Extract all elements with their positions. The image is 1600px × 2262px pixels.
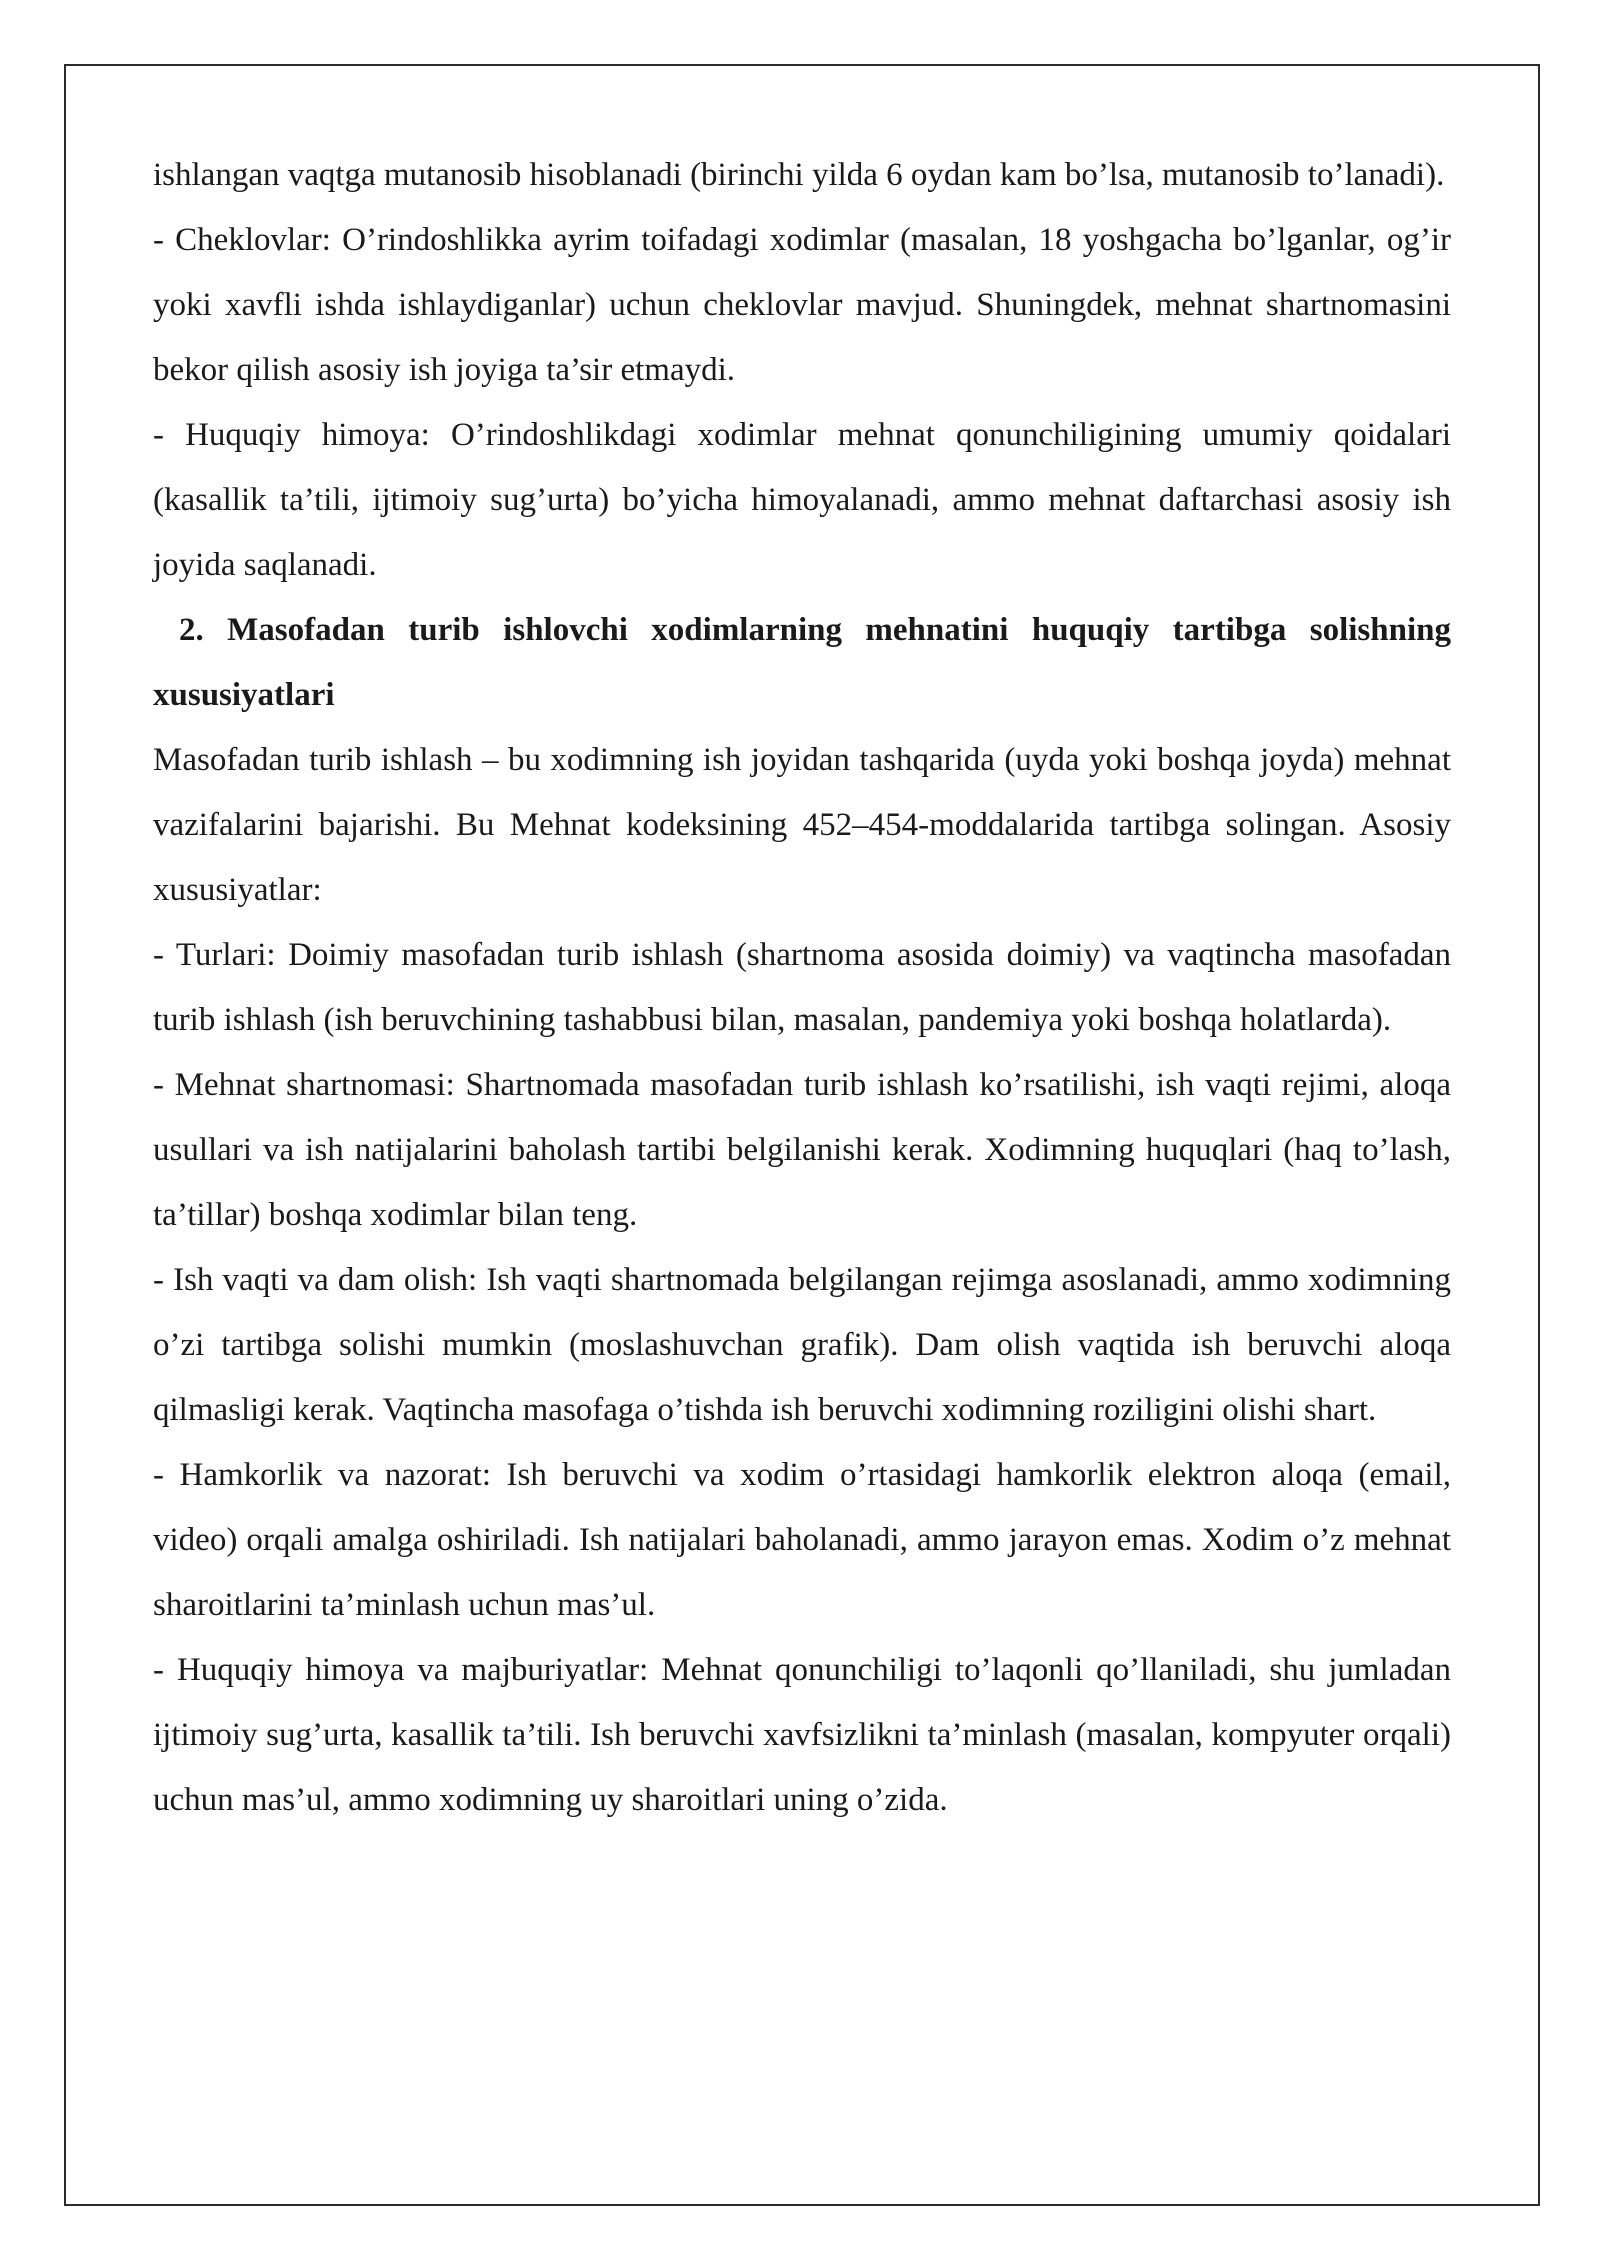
paragraph-cooperation: - Hamkorlik va nazorat: Ish beruvchi va xodim o’rtasidagi hamkorlik elektron aloqa (email, video) orqali amalga oshiriladi. Ish natijalari baholanadi, ammo jarayon emas. Xodim o’z mehnat sharoitlarini ta’minlash uchun mas’ul. bbox=[153, 1457, 1451, 1623]
section-heading: 2. Masofadan turib ishlovchi xodimlarning mehnatini huquqiy tartibga solishning xususiyatlari bbox=[153, 612, 1451, 713]
paragraph-types: - Turlari: Doimiy masofadan turib ishlash (shartnoma asosida doimiy) va vaqtincha masofadan turib ishlash (ish beruvchining tashabbusi bilan, masalan, pandemiya yoki boshqa holatlarda). bbox=[153, 937, 1451, 1038]
document-body bbox=[153, 143, 1451, 1833]
paragraph-continuation: ishlangan vaqtga mutanosib hisoblanadi (birinchi yilda 6 oydan kam bo’lsa, mutanosib to’lanadi). bbox=[153, 157, 1445, 193]
paragraph-protection-obligations: - Huquqiy himoya va majburiyatlar: Mehnat qonunchiligi to’laqonli qo’llaniladi, shu jumladan ijtimoiy sug’urta, kasallik ta’tili. Ish beruvchi xavfsizlikni ta’minlash (masalan, kompyuter orqali) uchun mas’ul, ammo xodimning uy sharoitlari uning o’zida. bbox=[153, 1652, 1451, 1818]
paragraph-legal-protection: - Huquqiy himoya: O’rindoshlikdagi xodimlar mehnat qonunchiligining umumiy qoidalari (kasallik ta’tili, ijtimoiy sug’urta) bo’yicha himoyalanadi, ammo mehnat daftarchasi asosiy ish joyida saqlanadi. bbox=[153, 417, 1451, 583]
paragraph-restrictions: - Cheklovlar: O’rindoshlikka ayrim toifadagi xodimlar (masalan, 18 yoshgacha bo’lganlar, og’ir yoki xavfli ishda ishlaydiganlar) uchun cheklovlar mavjud. Shuningdek, mehnat shartnomasini bekor qilish asosiy ish joyiga ta’sir etmaydi. bbox=[153, 222, 1451, 388]
paragraph-intro: Masofadan turib ishlash – bu xodimning ish joyidan tashqarida (uyda yoki boshqa joyda) mehnat vazifalarini bajarishi. Bu Mehnat kodeksining 452–454-moddalarida tartibga solingan. Asosiy xususiyatlar: bbox=[153, 742, 1451, 908]
paragraph-contract: - Mehnat shartnomasi: Shartnomada masofadan turib ishlash ko’rsatilishi, ish vaqti rejimi, aloqa usullari va ish natijalarini baholash tartibi belgilanishi kerak. Xodimning huquqlari (haq to’lash, ta’tillar) boshqa xodimlar bilan teng. bbox=[153, 1067, 1451, 1233]
paragraph-working-time: - Ish vaqti va dam olish: Ish vaqti shartnomada belgilangan rejimga asoslanadi, ammo xodimning o’zi tartibga solishi mumkin (moslashuvchan grafik). Dam olish vaqtida ish beruvchi aloqa qilmasligi kerak. Vaqtincha masofaga o’tishda ish beruvchi xodimning roziligini olishi shart. bbox=[153, 1262, 1451, 1428]
